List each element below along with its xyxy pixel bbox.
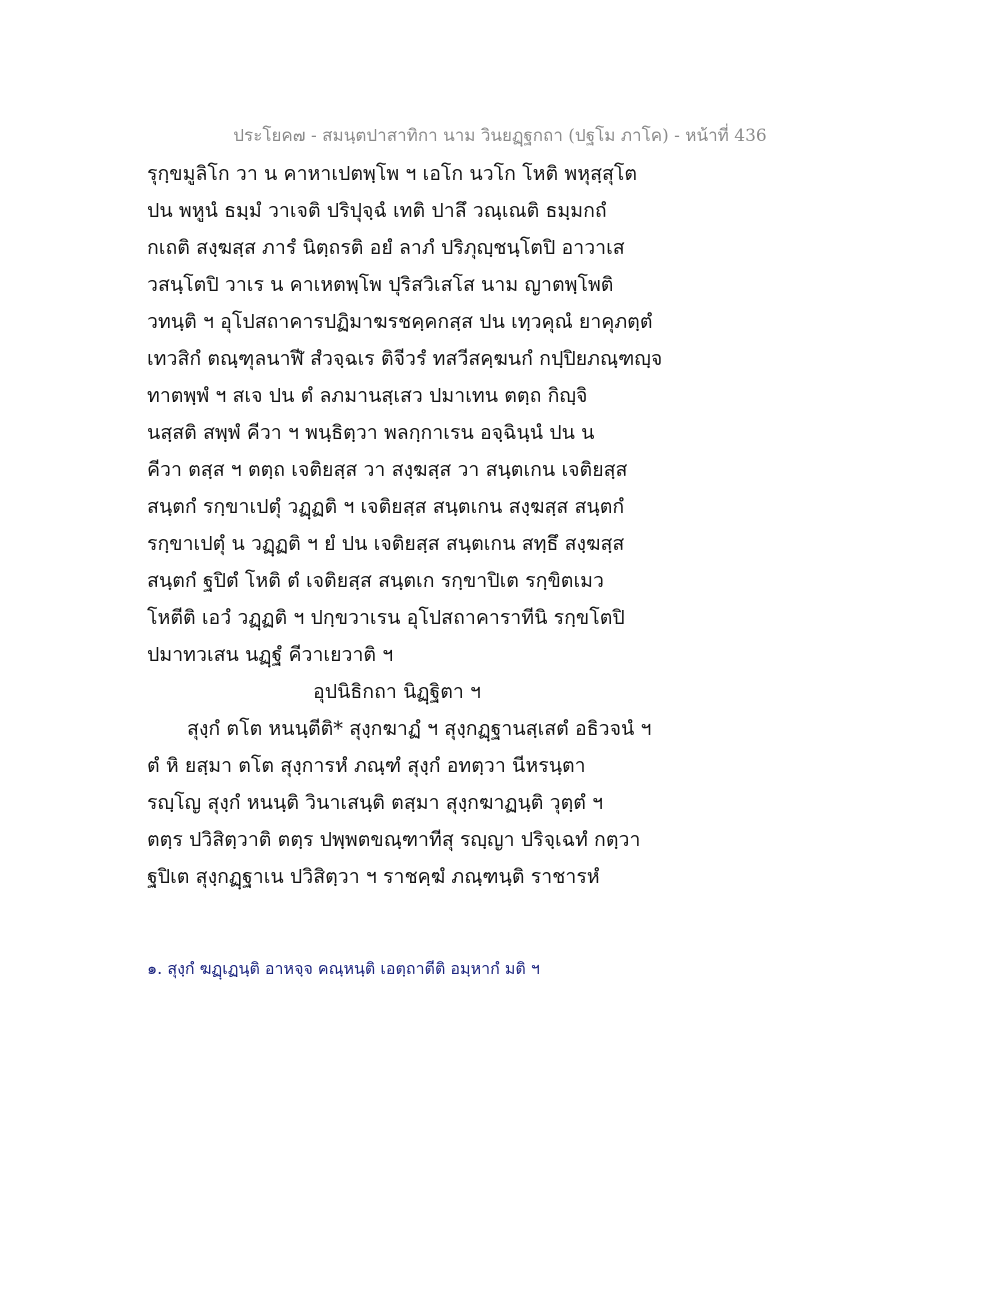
body-text bbox=[147, 160, 707, 900]
text-line: เทวสิกํ ตณฺฑุลนาฬี สํวจฺฉเร ติจีวรํ ทสวีสคฺฆนกํ กปฺปิยภณฺฑญฺจ bbox=[147, 347, 663, 370]
text-line: วสนฺโตปิ วาเร น คาเหตพฺโพ ปุริสวิเสโส นาม ญาตพฺโพติ bbox=[147, 273, 614, 296]
text-line: รุกฺขมูลิโก วา น คาหาเปตพฺโพ ฯ เอโก นวโก โหติ พหุสฺสุโต bbox=[147, 162, 638, 185]
text-line: สุงฺกํ ตโต หนนฺตีติ* สุงฺกฆาฏํ ฯ สุงฺกฏฺฐานสฺเสตํ อธิวจนํ ฯ bbox=[187, 717, 652, 740]
text-line: ตํ หิ ยสฺมา ตโต สุงฺการหํ ภณฺฑํ สุงฺกํ อทตฺวา นีหรนฺตา bbox=[147, 754, 586, 777]
text-line: ตตฺร ปวิสิตฺวาติ ตตฺร ปพฺพตขณฺฑาทีสุ รญฺญา ปริจฺเฉทํ กตฺวา bbox=[147, 828, 641, 851]
text-line: ปน พหูนํ ธมฺมํ วาเจติ ปริปุจฺฉํ เทติ ปาลึ วณฺเณติ ธมฺมกถํ bbox=[147, 199, 607, 222]
footnote: ๑. สุงฺกํ ฆฏฺเฏนฺติ อาหจฺจ คณฺหนฺติ เอตฺถาตีติ อมฺหากํ มติ ฯ bbox=[147, 959, 540, 978]
text-line: สนฺตกํ รกฺขาเปตุํ วฏฺฏติ ฯ เจติยสฺส สนฺตเกน สงฺฆสฺส สนฺตกํ bbox=[147, 495, 625, 518]
section-title: อุปนิธิกถา นิฏฺฐิตา ฯ bbox=[312, 680, 482, 703]
text-line: นสฺสติ สพฺพํ คีวา ฯ พนฺธิตฺวา พลกฺกาเรน อจฺฉินฺนํ ปน น bbox=[147, 421, 595, 444]
text-line: ทาตพฺพํ ฯ สเจ ปน ตํ ลภมานสฺเสว ปมาเทน ตตฺถ กิญฺจิ bbox=[147, 384, 588, 407]
text-line: ปมาทวเสน นฏฺฐํ คีวาเยวาติ ฯ bbox=[147, 643, 394, 666]
text-line: กเถติ สงฺฆสฺส ภารํ นิตฺถรติ อยํ ลาภํ ปริภุญฺชนฺโตปิ อาวาเส bbox=[147, 236, 625, 259]
text-line: รกฺขาเปตุํ น วฏฺฏติ ฯ ยํ ปน เจติยสฺส สนฺตเกน สทฺธึ สงฺฆสฺส bbox=[147, 532, 625, 555]
text-line: สนฺตกํ ฐปิตํ โหติ ตํ เจติยสฺส สนฺตเก รกฺขาปิเต รกฺขิตเมว bbox=[147, 569, 604, 592]
text-line: รญฺโญ สุงฺกํ หนนฺติ วินาเสนฺติ ตสฺมา สุงฺกฆาฏนฺติ วุตฺตํ ฯ bbox=[147, 791, 604, 814]
text-line: ฐปิเต สุงฺกฏฺฐาเน ปวิสิตฺวา ฯ ราชคฺฆํ ภณฺฑนฺติ ราชารหํ bbox=[147, 865, 600, 888]
text-line: โหตีติ เอวํ วฏฺฏติ ฯ ปกฺขวาเรน อุโปสถาคาราทีนิ รกฺขโตปิ bbox=[147, 606, 625, 629]
text-line: คีวา ตสฺส ฯ ตตฺถ เจติยสฺส วา สงฺฆสฺส วา สนฺตเกน เจติยสฺส bbox=[147, 458, 628, 481]
text-line: วทนฺติ ฯ อุโปสถาคารปฏิมาฆรชคฺคกสฺส ปน เทฺวคุณํ ยาคุภตฺตํ bbox=[147, 310, 653, 333]
page-header: ประโยค๗ - สมนฺตปาสาทิกา นาม วินยฏฺฐกถา (ปฐโม ภาโค) - หน้าที่ 436 bbox=[233, 126, 767, 146]
